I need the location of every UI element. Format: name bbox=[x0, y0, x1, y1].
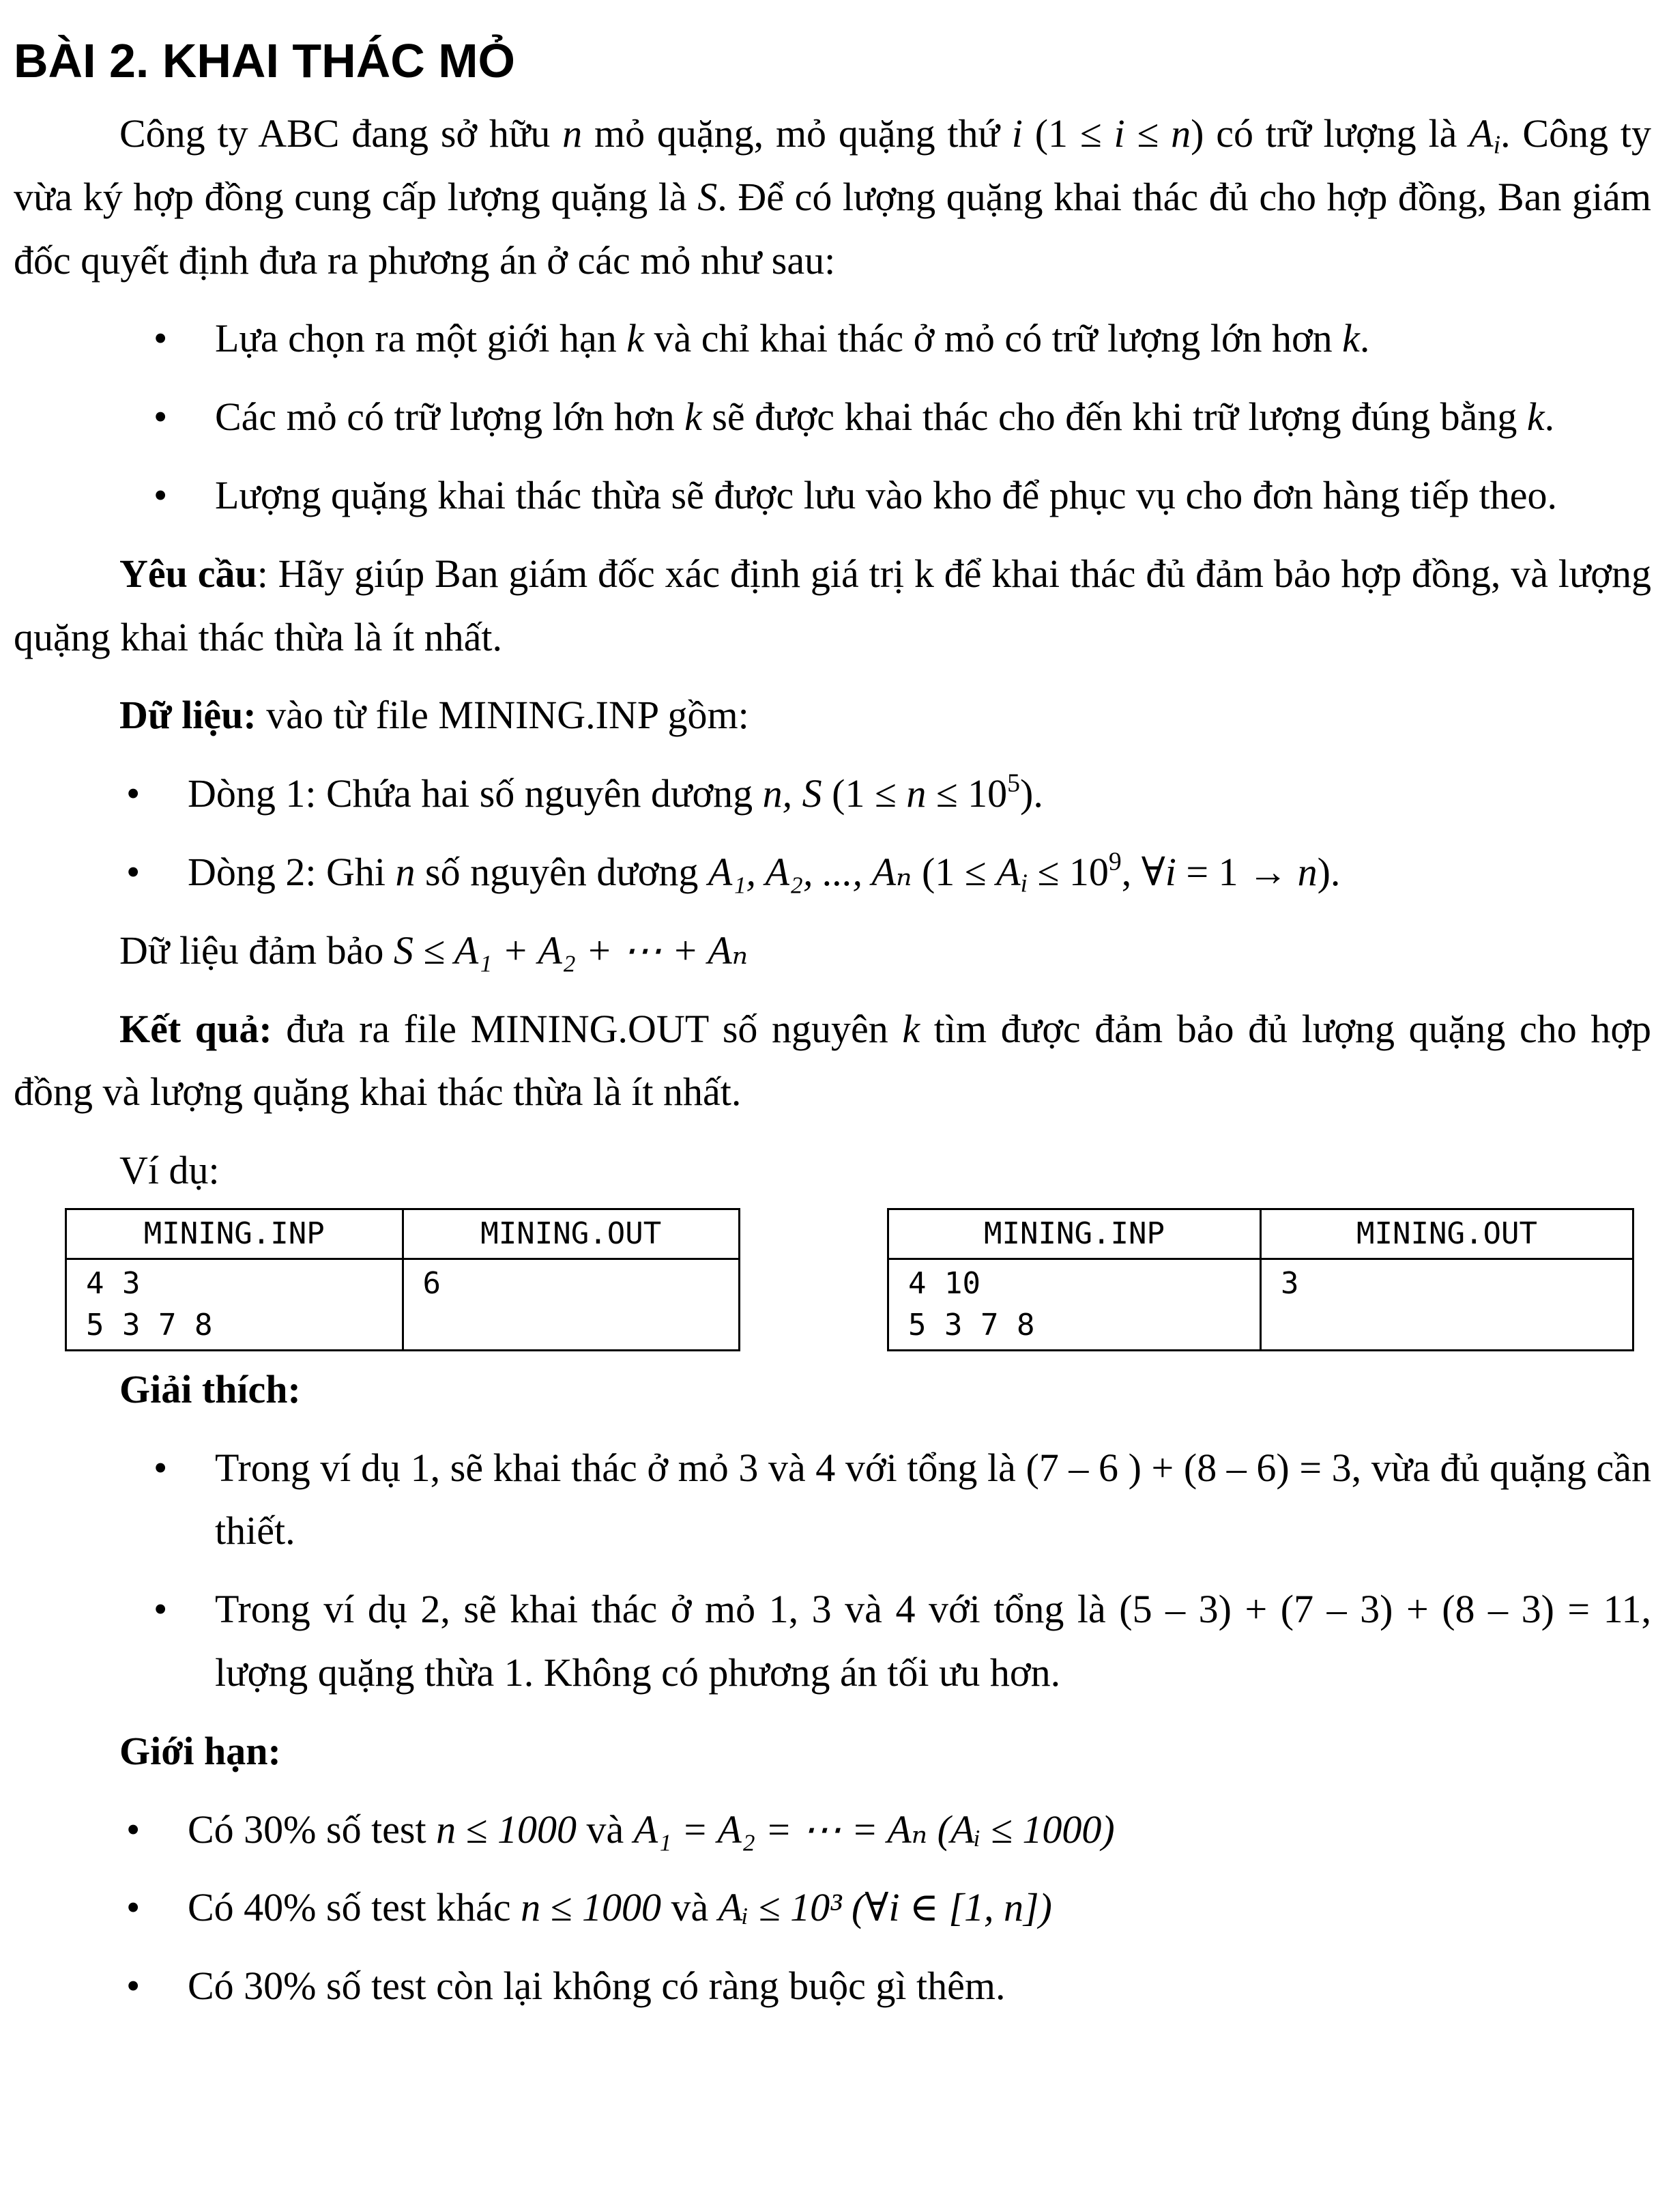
math-expression: S ≤ A₁ + A₂ + ⋯ + Aₙ bbox=[393, 928, 749, 973]
math-expression: n ≤ 1000 bbox=[436, 1807, 577, 1852]
intro-text: (1 ≤ bbox=[1022, 111, 1114, 156]
section-label: Giới hạn: bbox=[119, 1728, 281, 1773]
item-text: Có 30% số test bbox=[188, 1807, 437, 1852]
example-table-2 bbox=[887, 1208, 1634, 1351]
item-text: và bbox=[660, 1885, 718, 1930]
list-item bbox=[14, 386, 1651, 449]
item-text: Các mỏ có trữ lượng lớn hơn bbox=[215, 394, 685, 440]
item-text: và chỉ khai thác ở mỏ có trữ lượng lớn hơn bbox=[644, 316, 1343, 361]
item-text: ). bbox=[1317, 849, 1341, 894]
math-var: k bbox=[684, 394, 702, 440]
input-heading bbox=[14, 684, 1651, 747]
input-text: vào từ file MINING.INP gồm: bbox=[256, 693, 749, 738]
math-expression: Aᵢ ≤ 10³ (∀i ∈ [1, n]) bbox=[718, 1885, 1052, 1930]
limits-list bbox=[14, 1798, 1651, 2018]
math-var: k bbox=[902, 1006, 920, 1051]
intro-text: . Công ty vừa ký hợp đồng cung cấp lượng quặng là bbox=[14, 111, 1652, 219]
example-label: Ví dụ: bbox=[119, 1148, 220, 1193]
list-item bbox=[14, 307, 1651, 371]
math-var: A bbox=[1469, 111, 1494, 156]
item-text: = 1 → bbox=[1176, 849, 1298, 894]
math-var: A bbox=[996, 849, 1021, 894]
output-column-header: MINING.OUT bbox=[403, 1209, 740, 1259]
requirement-paragraph bbox=[14, 543, 1651, 670]
input-column-header: MINING.INP bbox=[66, 1209, 403, 1259]
math-var: n bbox=[1297, 849, 1318, 894]
page-title: BÀI 2. KHAI THÁC MỎ bbox=[14, 34, 515, 87]
explanation-heading bbox=[14, 1358, 1651, 1422]
item-text: Dòng 1: Chứa hai số nguyên dương bbox=[188, 771, 763, 816]
list-item bbox=[14, 1876, 1651, 1940]
intro-text: ) có trữ lượng là bbox=[1191, 111, 1470, 156]
output-cell: 6 bbox=[403, 1259, 740, 1350]
output-text: tìm được đảm bảo đủ lượng quặng cho hợp đồng và lượng quặng khai thác thừa là ít nhất. bbox=[14, 1006, 1652, 1115]
intro-text: ≤ bbox=[1124, 111, 1172, 156]
section-label: Dữ liệu: bbox=[119, 693, 257, 738]
item-text: Lựa chọn ra một giới hạn bbox=[215, 316, 627, 361]
list-item bbox=[14, 464, 1651, 528]
math-superscript: 9 bbox=[1108, 847, 1122, 876]
math-var: n bbox=[395, 849, 416, 894]
section-label: Kết quả: bbox=[119, 1006, 272, 1051]
math-superscript: 5 bbox=[1007, 769, 1020, 798]
item-text: Có 30% số test còn lại không có ràng buộc gì thêm. bbox=[188, 1964, 1006, 2009]
math-subscript: i bbox=[1493, 130, 1501, 160]
math-var: k bbox=[1526, 394, 1545, 440]
math-expression: n ≤ 1000 bbox=[521, 1885, 661, 1930]
item-text: Lượng quặng khai thác thừa sẽ được lưu vào kho để phục vụ cho đơn hàng tiếp theo. bbox=[215, 472, 1557, 517]
examples-row bbox=[65, 1208, 1634, 1351]
item-text: và bbox=[576, 1807, 634, 1852]
math-var: A₁, A₂, ..., Aₙ bbox=[708, 849, 912, 894]
output-paragraph bbox=[14, 998, 1651, 1125]
requirement-text: : Hãy giúp Ban giám đốc xác định giá trị k để khai thác đủ đảm bảo hợp đồng, và lượng quặng khai thác thừa là ít nhất. bbox=[14, 551, 1651, 659]
math-var: S bbox=[697, 174, 718, 219]
explanation-list bbox=[14, 1437, 1651, 1705]
item-text: ). bbox=[1020, 771, 1043, 816]
section-label: Giải thích: bbox=[119, 1366, 301, 1411]
output-column-header: MINING.OUT bbox=[1261, 1209, 1633, 1259]
item-text: Có 40% số test khác bbox=[188, 1885, 521, 1930]
section-label: Yêu cầu bbox=[119, 551, 257, 596]
item-text: (1 ≤ bbox=[822, 771, 907, 816]
guarantee-text: Dữ liệu đảm bảo bbox=[119, 928, 394, 973]
example-table-1 bbox=[65, 1208, 740, 1351]
input-cell: 4 10 5 3 7 8 bbox=[888, 1259, 1261, 1350]
item-text: , ∀ bbox=[1121, 849, 1165, 894]
list-item: • Trong ví dụ 2, sẽ khai thác ở mỏ 1, 3 và 4 với tổng là (5 – 3) + (7 – 3) + (8 – 3) = 11, lượng quặng thừa 1. Không có phương án tối ưu hơn. bbox=[14, 1578, 1651, 1705]
list-item: • Trong ví dụ 1, sẽ khai thác ở mỏ 3 và 4 với tổng là (7 – 6 ) + (8 – 6) = 3, vừa đủ quặng cần thiết. bbox=[14, 1437, 1651, 1564]
intro-text: mỏ quặng, mỏ quặng thứ bbox=[582, 111, 1012, 156]
item-text: (1 ≤ bbox=[912, 849, 997, 894]
math-expression: A₁ = A₂ = ⋯ = Aₙ (Aᵢ ≤ 1000) bbox=[633, 1807, 1115, 1852]
output-cell: 3 bbox=[1261, 1259, 1633, 1350]
list-item bbox=[14, 762, 1651, 826]
math-var: i bbox=[1011, 111, 1023, 156]
problem-page bbox=[14, 27, 1651, 2033]
math-var: n bbox=[906, 771, 927, 816]
item-text: số nguyên dương bbox=[415, 849, 708, 894]
math-var: i bbox=[1165, 849, 1176, 894]
item-text: ≤ 10 bbox=[1028, 849, 1109, 894]
input-cell: 4 3 5 3 7 8 bbox=[66, 1259, 403, 1350]
item-text: Dòng 2: Ghi bbox=[188, 849, 396, 894]
math-var: k bbox=[626, 316, 645, 361]
intro-text: . Để có lượng quặng khai thác đủ cho hợp đồng, Ban giám đốc quyết định đưa ra phương án ở các mỏ như sau: bbox=[14, 174, 1652, 283]
input-column-header: MINING.INP bbox=[888, 1209, 1261, 1259]
math-var: n bbox=[1171, 111, 1191, 156]
limits-heading bbox=[14, 1720, 1651, 1783]
item-text: ≤ 10 bbox=[926, 771, 1008, 816]
intro-paragraph bbox=[14, 102, 1651, 292]
list-item bbox=[14, 841, 1651, 904]
rules-list bbox=[14, 307, 1651, 527]
math-var: i bbox=[1114, 111, 1125, 156]
math-subscript: i bbox=[1020, 869, 1028, 898]
item-text: . bbox=[1359, 316, 1370, 361]
list-item bbox=[14, 1955, 1651, 2018]
guarantee-line bbox=[14, 919, 1651, 983]
input-list bbox=[14, 762, 1651, 904]
item-text: . bbox=[1544, 394, 1555, 440]
math-var: n, S bbox=[762, 771, 822, 816]
output-text: đưa ra file MINING.OUT số nguyên bbox=[272, 1006, 903, 1051]
list-item bbox=[14, 1798, 1651, 1862]
math-var: n bbox=[562, 111, 583, 156]
intro-text: Công ty ABC đang sở hữu bbox=[119, 111, 563, 156]
math-var: k bbox=[1342, 316, 1360, 361]
item-text: sẽ được khai thác cho đến khi trữ lượng đúng bằng bbox=[701, 394, 1527, 440]
